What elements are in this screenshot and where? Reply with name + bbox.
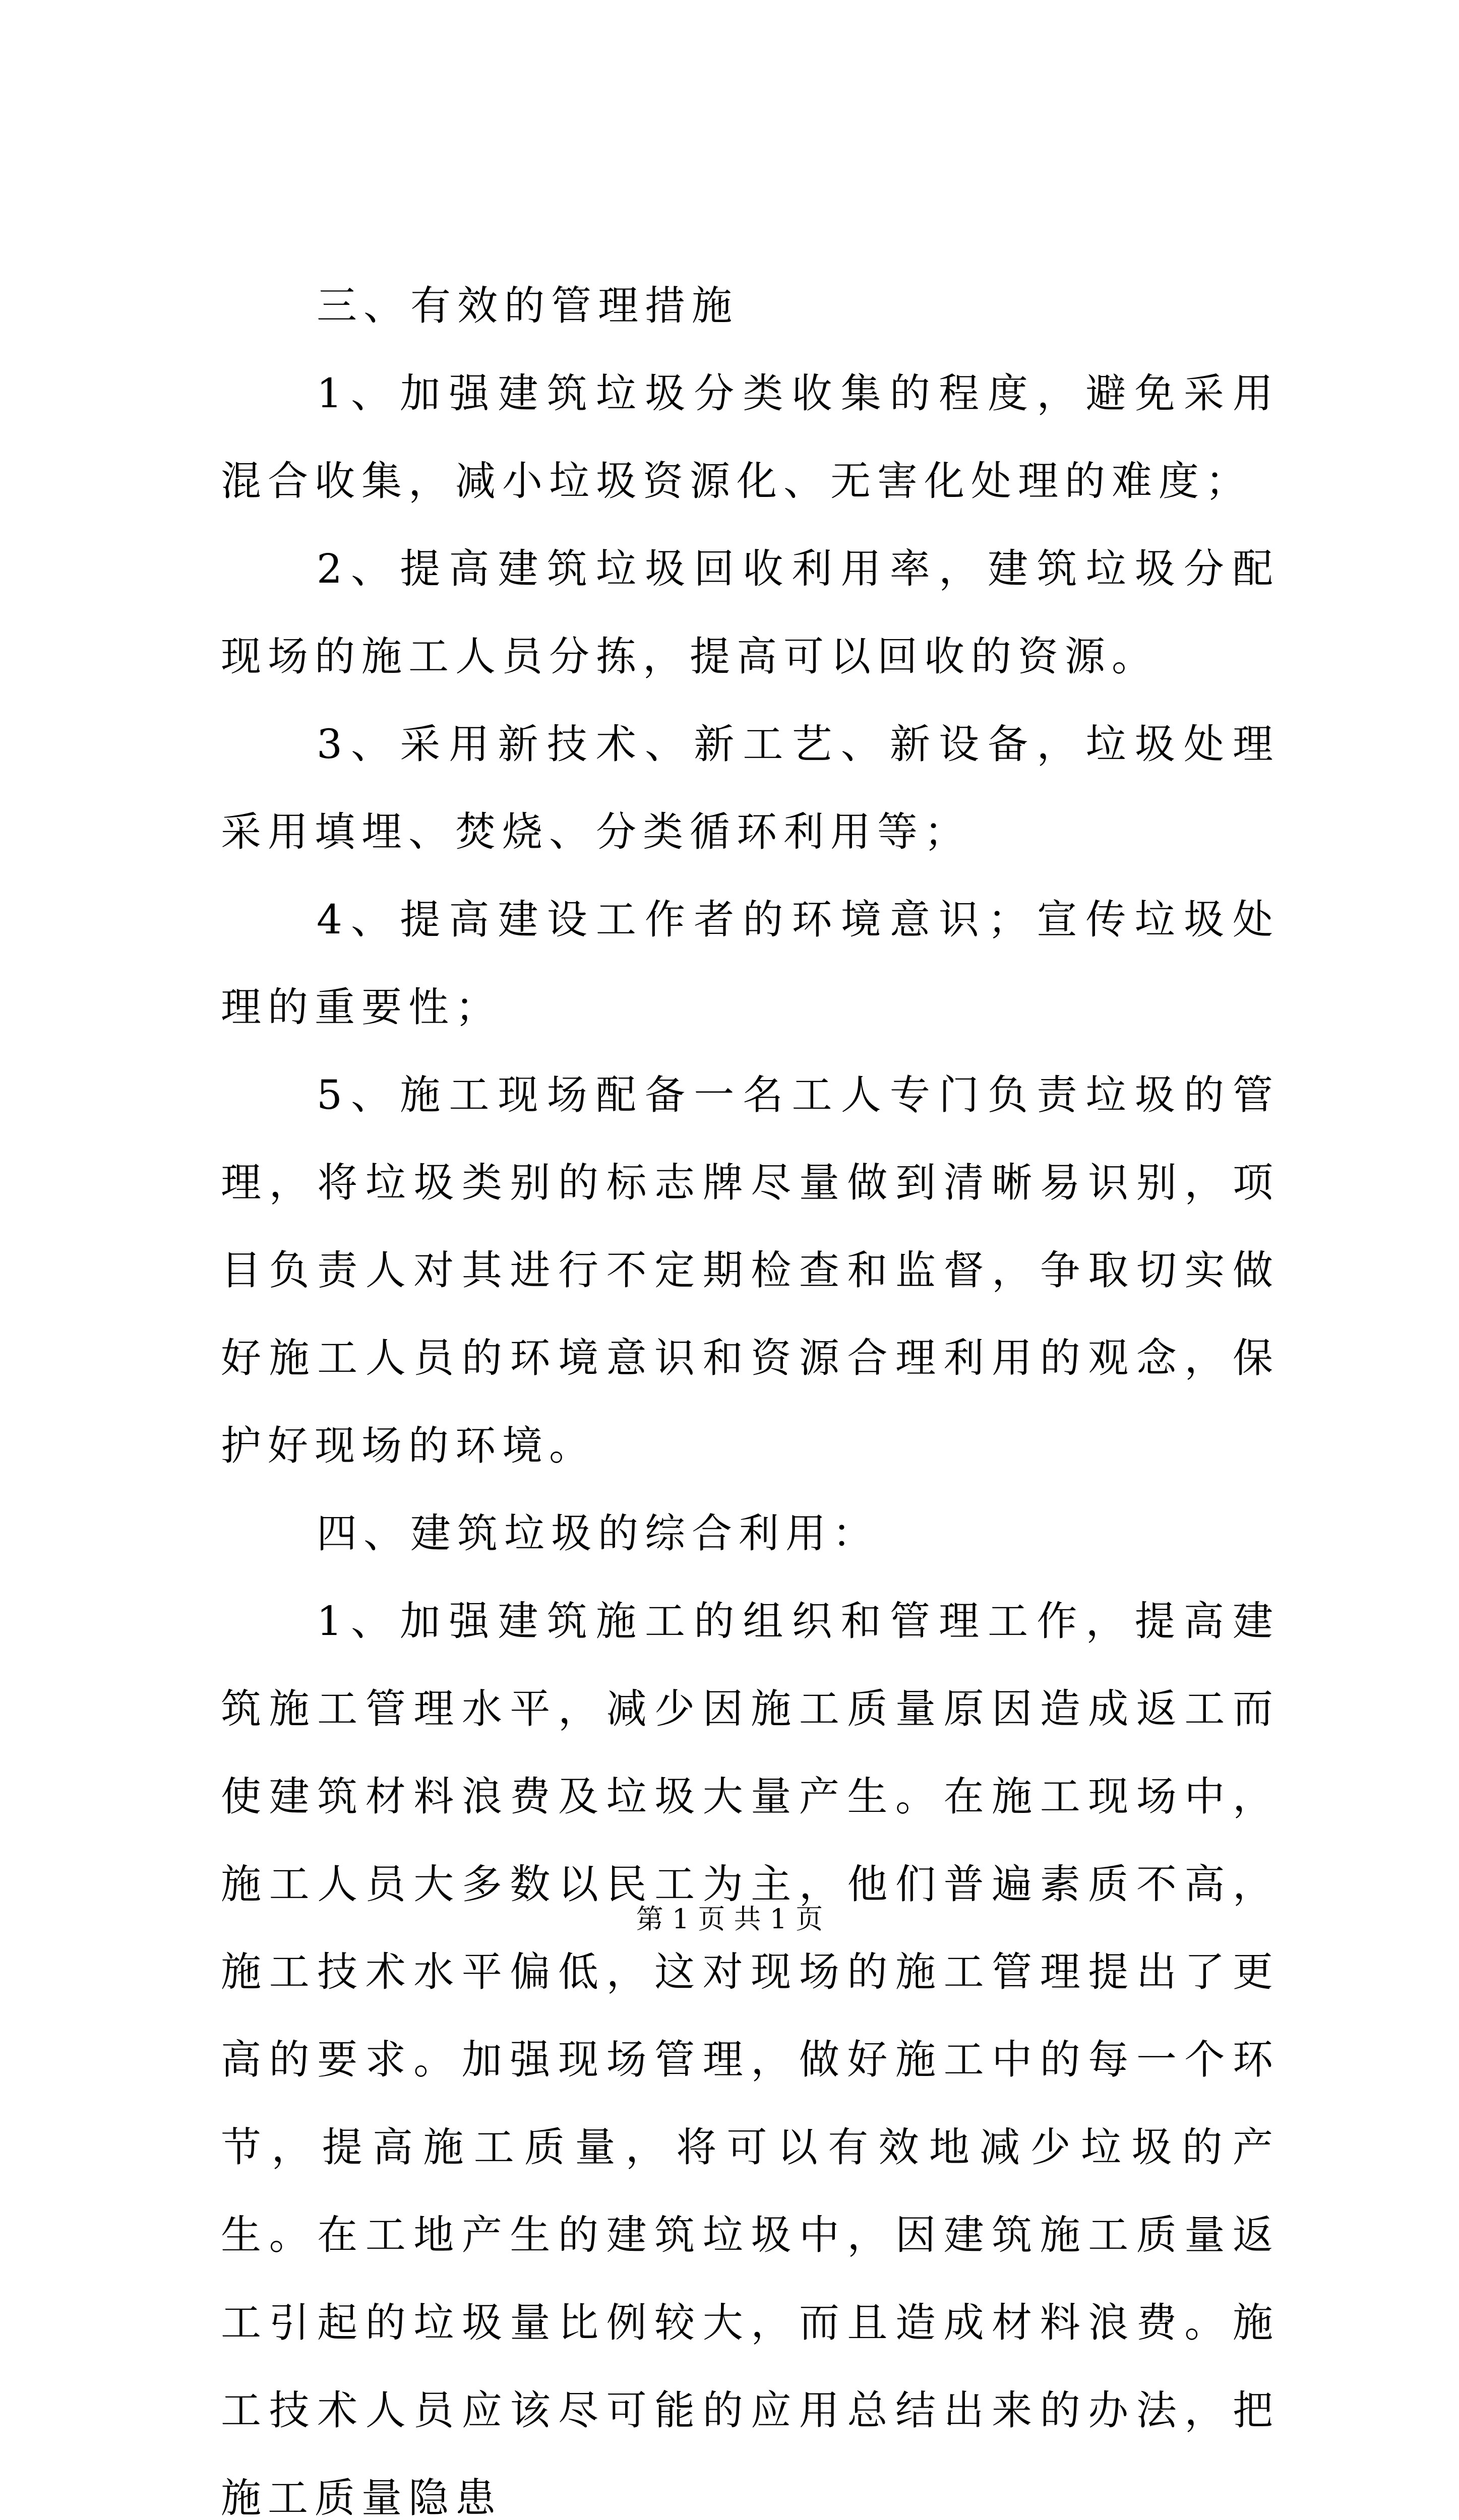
paragraph-measure-3: 3、采用新技术、新工艺、新设备，垃圾处理采用填埋、焚烧、分类循环利用等；	[221, 721, 1280, 855]
paragraph-measure-1: 1、加强建筑垃圾分类收集的程度，避免采用混合收集，减小垃圾资源化、无害化处理的难度；	[221, 370, 1280, 505]
page-footer: 第 1 页 共 1 页	[636, 1903, 823, 1935]
section-heading-4: 四、建筑垃圾的综合利用：	[317, 1510, 879, 1557]
paragraph-measure-2: 2、提高建筑垃圾回收利用率，建筑垃圾分配现场的施工人员分拣，提高可以回收的资源。	[221, 545, 1280, 680]
paragraph-utilization-1: 1、加强建筑施工的组织和管理工作，提高建筑施工管理水平，减少因施工质量原因造成返工而使建筑材料浪费及垃圾大量产生。在施工现场中，施工人员大多数以民工为主，他们普遍素质不高，施工技术水平偏低，这对现场的施工管理提出了更高的要求。加强现场管理，做好施工中的每一个环节，提高施工质量，将可以有效地减少垃圾的产生。在工地产生的建筑垃圾中，因建筑施工质量返工引起的垃圾量比例较大，而且造成材料浪费。施工技术人员应该尽可能的应用总结出来的办法，把施工质量隐患	[221, 1598, 1280, 2520]
document-body	[221, 262, 1280, 2520]
paragraph-measure-4: 4、提高建设工作者的环境意识；宣传垃圾处理的重要性；	[221, 896, 1280, 1031]
paragraph-measure-5: 5、施工现场配备一名工人专门负责垃圾的管理，将垃圾类别的标志牌尽量做到清晰易识别，项目负责人对其进行不定期检查和监督，争取切实做好施工人员的环境意识和资源合理利用的观念，保护好现场的环境。	[221, 1072, 1280, 1469]
section-heading-3: 三、有效的管理措施	[317, 282, 739, 329]
